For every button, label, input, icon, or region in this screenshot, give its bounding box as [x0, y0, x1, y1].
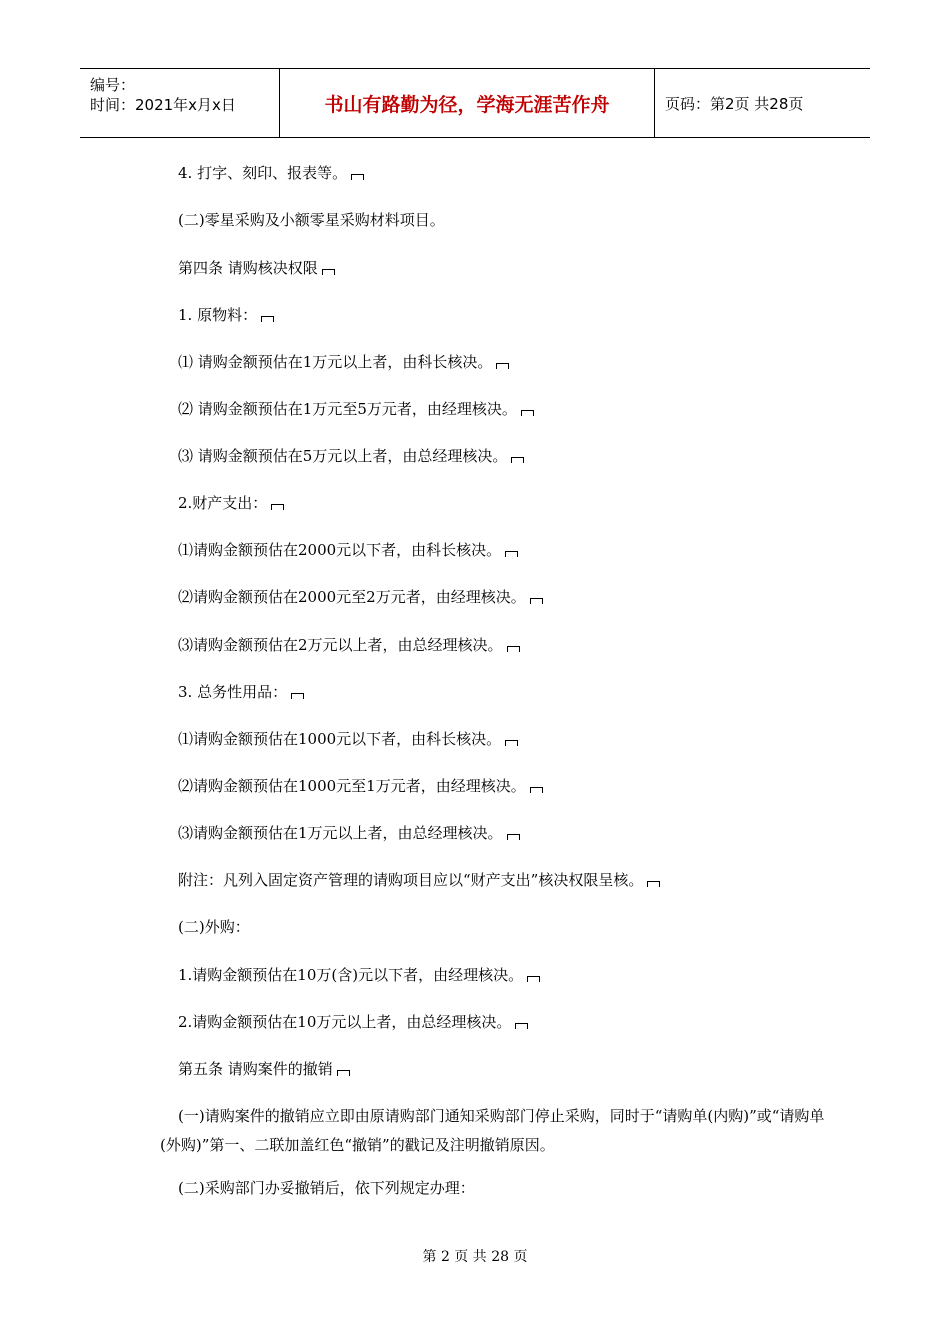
- return-mark-icon: [322, 269, 335, 275]
- body-line: ⑶请购金额预估在1万元以上者，由总经理核决。: [178, 823, 520, 843]
- return-mark-icon: [530, 598, 543, 604]
- body-line: 4. 打字、刻印、报表等。: [178, 163, 364, 183]
- return-mark-icon: [496, 363, 509, 369]
- return-mark-icon: [505, 740, 518, 746]
- return-mark-icon: [647, 881, 660, 887]
- header-page-number: 页码：第2页 共28页: [665, 94, 804, 113]
- return-mark-icon: [505, 551, 518, 557]
- body-line: ⑵ 请购金额预估在1万元至5万元者，由经理核决。: [178, 399, 534, 419]
- body-line: 1. 原物料：: [178, 305, 274, 325]
- return-mark-icon: [507, 834, 520, 840]
- body-line: ⑴请购金额预估在1000元以下者，由科长核决。: [178, 729, 518, 749]
- body-line: 1.请购金额预估在10万(含)元以下者，由经理核决。: [178, 965, 540, 985]
- body-line: ⑶ 请购金额预估在5万元以上者，由总经理核决。: [178, 446, 524, 466]
- body-line: ⑶请购金额预估在2万元以上者，由总经理核决。: [178, 635, 520, 655]
- body-line: 2.财产支出：: [178, 493, 284, 513]
- body-line: 附注：凡列入固定资产管理的请购项目应以“财产支出”核决权限呈核。: [178, 870, 660, 890]
- header-meta: [80, 69, 280, 137]
- return-mark-icon: [515, 1023, 528, 1029]
- return-mark-icon: [261, 316, 274, 322]
- return-mark-icon: [521, 410, 534, 416]
- header-motto: 书山有路勤为径，学海无涯苦作舟: [280, 69, 655, 137]
- body-line: ⑴ 请购金额预估在1万元以上者，由科长核决。: [178, 352, 509, 372]
- return-mark-icon: [271, 504, 284, 510]
- body-line: ⑵请购金额预估在2000元至2万元者，由经理核决。: [178, 587, 543, 607]
- body-paragraph: (一)请购案件的撤销应立即由原请购部门通知采购部门停止采购，同时于“请购单(内购)”或“请购单(外购)”第一、二联加盖红色“撤销”的戳记及注明撤销原因。: [160, 1107, 825, 1154]
- body-line: (二)外购：: [178, 918, 250, 936]
- page-footer: 第 2 页 共 28 页: [422, 1249, 528, 1265]
- body-line: ⑴请购金额预估在2000元以下者，由科长核决。: [178, 540, 518, 560]
- body-line: 3. 总务性用品：: [178, 682, 304, 702]
- section-heading: 第五条 请购案件的撤销: [178, 1059, 350, 1079]
- body-line: 2.请购金额预估在10万元以上者，由总经理核决。: [178, 1012, 528, 1032]
- body-line: (二)零星采购及小额零星采购材料项目。: [178, 211, 445, 229]
- return-mark-icon: [527, 976, 540, 982]
- body-line: ⑵请购金额预估在1000元至1万元者，由经理核决。: [178, 776, 543, 796]
- return-mark-icon: [507, 646, 520, 652]
- body-paragraph: (二)采购部门办妥撤销后，依下列规定办理：: [178, 1179, 475, 1197]
- return-mark-icon: [337, 1070, 350, 1076]
- return-mark-icon: [351, 174, 364, 180]
- return-mark-icon: [291, 693, 304, 699]
- section-heading: 第四条 请购核决权限: [178, 258, 335, 278]
- page-header: [80, 68, 870, 138]
- return-mark-icon: [530, 787, 543, 793]
- return-mark-icon: [511, 457, 524, 463]
- document-date: 时间：2021年x月x日: [90, 96, 236, 114]
- document-number-label: 编号：: [90, 76, 136, 94]
